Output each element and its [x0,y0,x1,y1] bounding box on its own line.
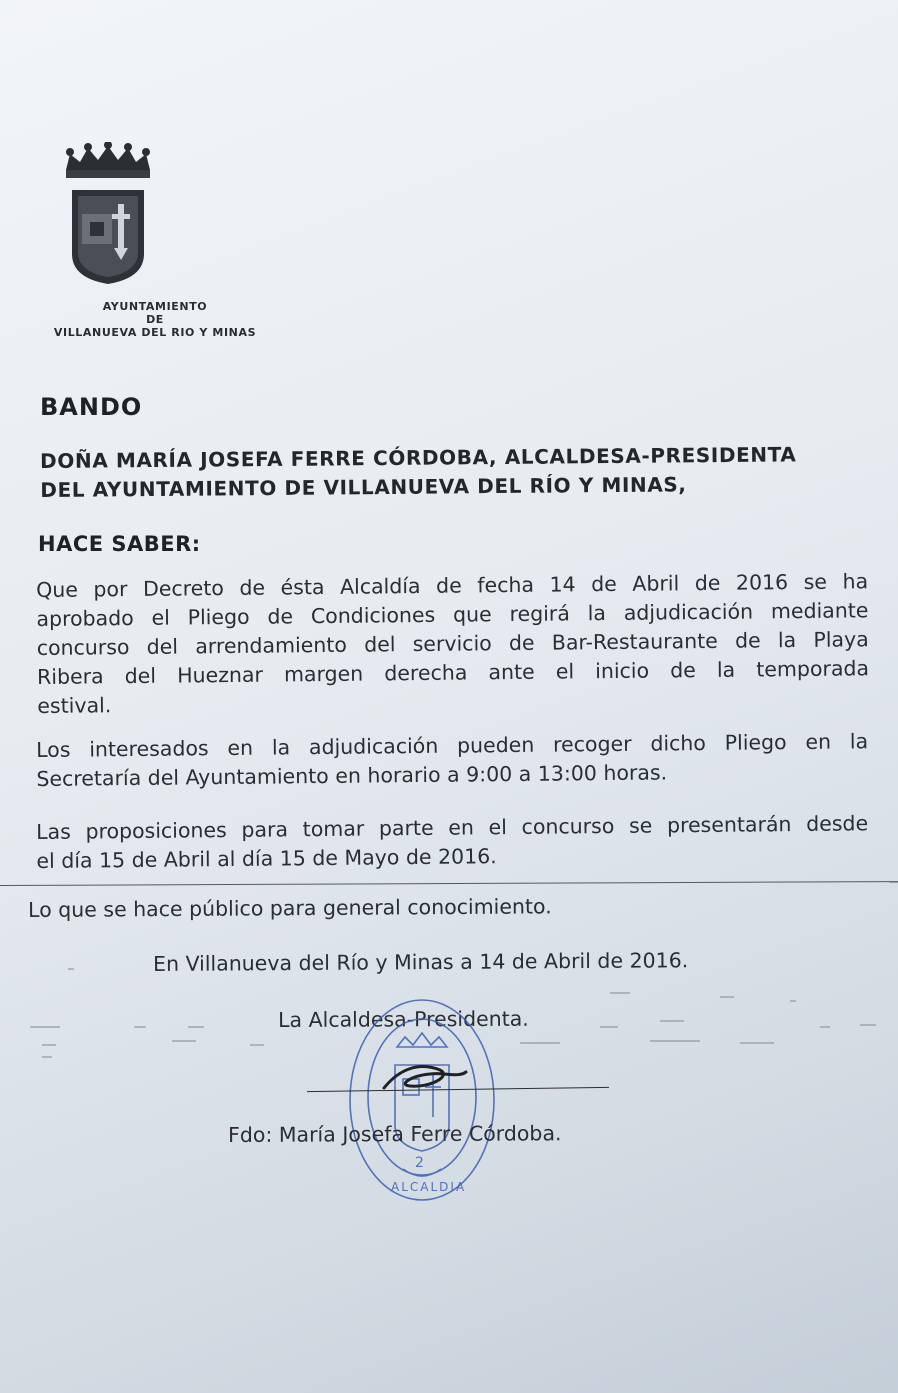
closing-statement: Lo que se hace público para general conocimiento. [28,894,552,922]
heading-line: DEL AYUNTAMIENTO DE VILLANUEVA DEL RÍO Y MINAS, [40,472,687,502]
document-title: BANDO [40,393,143,421]
text-line: Los interesados en la adjudicación pueden recoger dicho Pliego en la [36,729,869,762]
paragraph-proposals [36,809,869,876]
municipality-line: DE [146,313,164,326]
text-line: Ribera del Hueznar margen derecha ante el inicio de la temporada [36,656,870,689]
text-line: Que por Decreto de ésta Alcaldía de fecha 14 de Abril de 2016 se ha [36,569,869,602]
municipality-line: AYUNTAMIENTO [102,300,208,313]
signed-by: Fdo: María Josefa Ferre Córdoba. [228,1121,562,1147]
place-and-date: En Villanueva del Río y Minas a 14 de Abril de 2016. [153,948,689,976]
text-line: Secretaría del Ayuntamiento en horario a 9:00 a 13:00 horas. [36,760,668,791]
issuer-heading [40,440,870,505]
text-line: el día 15 de Abril al día 15 de Mayo de 2016. [36,844,497,873]
official-seal-icon [345,995,500,1205]
municipality-line: VILLANUEVA DEL RIO Y MINAS [53,326,257,339]
paragraph-decree [36,567,869,721]
hace-saber-heading: HACE SABER: [38,532,201,556]
handwritten-signature-icon [380,1058,470,1098]
heading-line: DOÑA MARÍA JOSEFA FERRE CÓRDOBA, ALCALDESA-PRESIDENTA [40,442,797,473]
municipality-name [40,300,270,339]
seal-number: 2 [415,1155,424,1171]
text-line: concurso del arrendamiento del servicio de Bar-Restaurante de la Playa [36,627,869,660]
text-line: aprobado el Pliego de Condiciones que regirá la adjudicación mediante [36,598,869,631]
text-line: Las proposiciones para tomar parte en el concurso se presentarán desde [36,811,869,844]
paragraph-interested [36,727,869,794]
signatory-role: La Alcaldesa-Presidenta. [278,1006,529,1032]
fold-line [0,881,898,886]
text-line: estival. [37,693,112,718]
coat-of-arms-icon [60,142,156,287]
seal-bottom-text: ALCALDIA [391,1180,467,1194]
